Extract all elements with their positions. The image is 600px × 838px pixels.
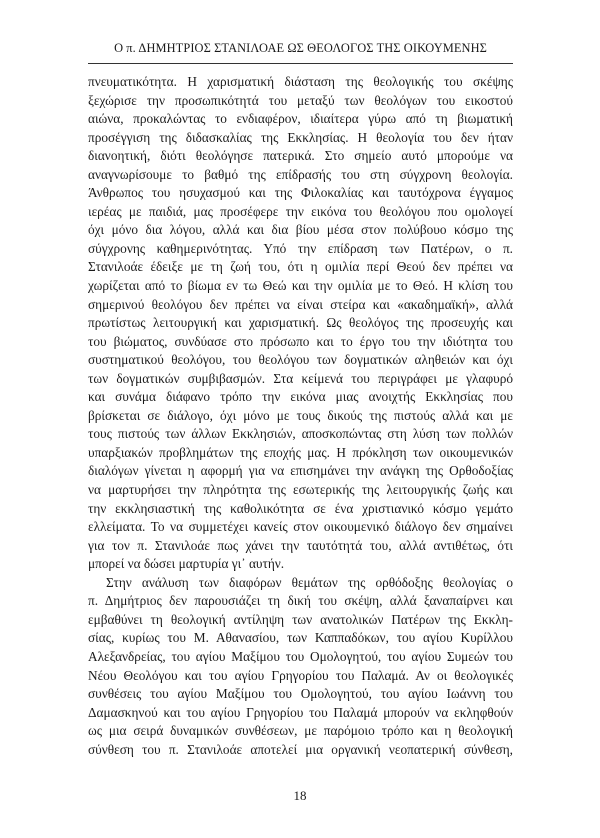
header-rule: [88, 63, 513, 64]
text-line: σύνθεση του π. Στανιλοάε αποτελεί μια οργανική νεοπατερική σύνθεση,: [88, 741, 513, 757]
text-line: εμβαθύνει τη θεολογική αντίληψη των ανατολικών Πατέρων της Εκκλη-: [88, 611, 513, 627]
running-header: Ο π. ΔΗΜΗΤΡΙΟΣ ΣΤΑΝΙΛΟΑΕ ΩΣ ΘΕΟΛΟΓΟΣ ΤΗΣ ΟΙΚΟΥΜΕΝΗΣ: [114, 41, 487, 55]
paragraph-last-line: μπορεί να δώσει μαρτυρία γι᾽ αυτήν.: [88, 556, 285, 572]
text-line: για τον π. Στανιλοάε πως χάνει την ταυτότητά του, αλλά αντιθέτως, ότι: [88, 537, 513, 553]
text-line: ιερέας με παιδιά, μας προσέφερε την εικόνα του θεολόγου που ομολογεί: [88, 203, 513, 219]
text-line: ελλείματα. Το να συμμετέχει κανείς στον οικουμενικό διάλογο δεν σημαίνει: [88, 519, 513, 535]
text-line: Δαμασκηνού και του αγίου Γρηγορίου του Παλαμά μπορούν να εκληφθούν: [88, 704, 513, 720]
page-number: 18: [293, 788, 307, 803]
text-line: πρωτίστως λειτουργική και χαρισματική. Ως θεολόγος της προσευχής και: [88, 315, 513, 331]
text-line: αιώνα, προκαλώντας το ενδιαφέρον, ιδιαίτερα γύρω από τη βιωματική: [88, 111, 513, 127]
text-line: αναγνωρίσουμε το βαθμό της επίδρασής του στη σύγχρονη θεολογία.: [88, 166, 513, 182]
text-line: πνευματικότητα. Η χαρισματική διάσταση της θεολογικής του σκέψης: [88, 74, 513, 89]
text-line: συνθέσεις του αγίου Μαξίμου του Ομολογητού, του αγίου Ιωάννη του: [88, 686, 513, 702]
text-line: ξεχώρισε την προσωπικότητά του μεταξύ των θεολόγων του εικοστού: [88, 92, 513, 108]
text-line: συστηματικού θεολόγου, του θεολόγου των δογματικών αληθειών και όχι: [88, 352, 513, 368]
text-line: υπαρξιακών προβλημάτων της εποχής μας. Η πρόκληση των οικουμενικών: [88, 444, 513, 460]
text-line: σίας, κυρίως του Μ. Αθανασίου, των Καππαδόκων, του αγίου Κυρίλλου: [88, 630, 513, 646]
text-line: Αλεξανδρείας, του αγίου Μαξίμου του Ομολογητού, του αγίου Συμεών του: [88, 648, 513, 664]
text-line: χωρίζεται από το βίωμα εν τω Θεώ και την ομιλία με το Θεό. Η κλίση του: [88, 278, 513, 294]
text-line: Άνθρωπος του ησυχασμού και της Φιλοκαλίας και ταυτόχρονα έγγαμος: [88, 185, 513, 201]
text-line: την εκκλησιαστική της καθολικότητα σε ένα χριστιανικό κόσμο γεμάτο: [88, 500, 513, 516]
text-line: και συνάμα διάφανο τρόπο την εικόνα μιας ανοιχτής Εκκλησίας που: [88, 389, 513, 405]
paragraph-first-line: Στην ανάλυση των διαφόρων θεμάτων της ορθόδοξης θεολογίας ο: [106, 574, 513, 590]
text-line: βρίσκεται σε διάλογο, όχι μόνο με τους δικούς της πιστούς αλλά και με: [88, 407, 513, 423]
text-line: π. Δημήτριος δεν παρουσιάζει τη δική του σκέψη, αλλά ξαναπαίρνει και: [88, 593, 513, 609]
body-text: [88, 73, 513, 759]
text-line: ως μια σειρά δυναμικών συνθέσεων, με παρόμοιο τρόπο και η θεολογική: [88, 723, 513, 739]
text-line: σημερινού θεολόγου δεν πρέπει να είναι στείρα και «ακαδημαϊκή», αλλά: [88, 296, 513, 312]
text-line: του βιώματος, συνδύασε στο πρόσωπο και το έργο του την ιδιότητα του: [88, 333, 513, 349]
text-line: διανοητική, διότι θεολόγησε πατερικά. Στο σημείο αυτό μπορούμε να: [88, 148, 513, 164]
text-line: όχι μόνο δια λόγου, αλλά και δια βίου μέσα στον πολύβουο κόσμο της: [88, 222, 513, 238]
text-line: σύγχρονης καθημερινότητας. Υπό την επίδραση των Πατέρων, ο π.: [88, 240, 513, 256]
text-line: Νέου Θεολόγου και του αγίου Γρηγορίου του Παλαμά. Αν οι θεολογικές: [88, 667, 513, 683]
text-line: να μαρτυρήσει την πληρότητα της εσωτερικής της λειτουργικής ζωής και: [88, 482, 513, 498]
text-line: τους πιστούς των άλλων Εκκλησιών, αποσκοπώντας στη λύση των πολλών: [88, 426, 513, 442]
text-line: Στανιλοάε έδειξε με τη ζωή του, ότι η ομιλία περί Θεού δεν πρέπει να: [88, 259, 513, 275]
text-line: των δογματικών συμβιβασμών. Στα κείμενά του περιγράφει με γλαφυρό: [88, 370, 513, 386]
text-line: προσέγγιση της διδασκαλίας της Εκκλησίας. Η θεολογία του δεν ήταν: [88, 129, 513, 145]
text-line: διαλόγων γίνεται η αφορμή για να επισημάνει την ανάγκη της Ορθοδοξίας: [88, 463, 513, 479]
